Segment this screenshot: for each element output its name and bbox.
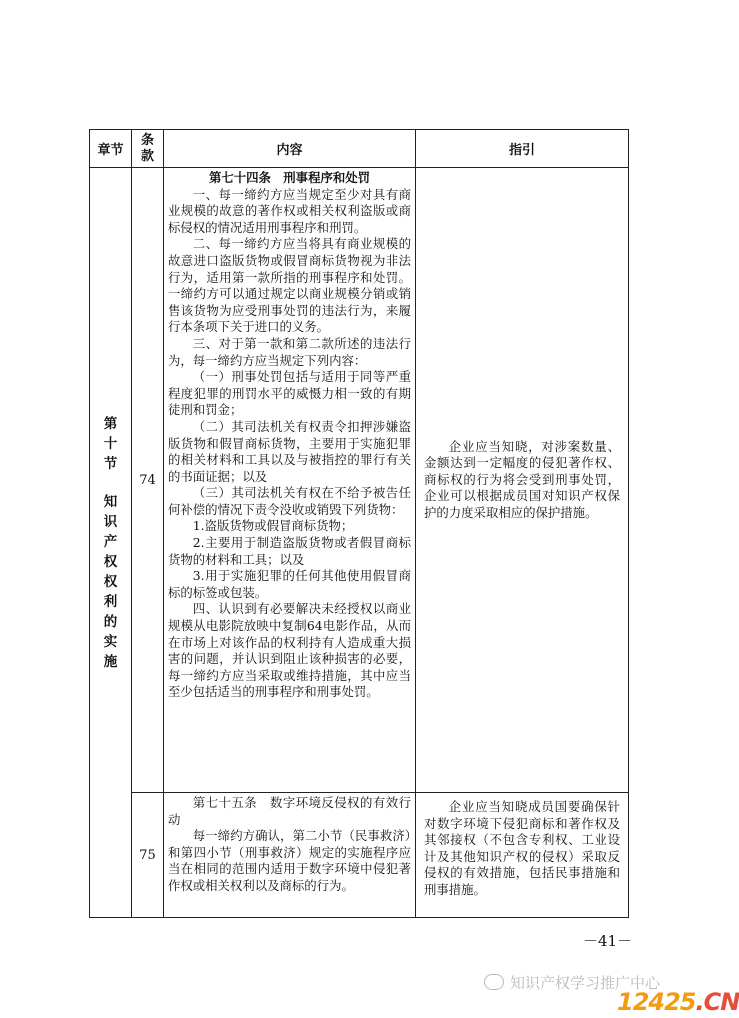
wechat-icon	[484, 974, 504, 990]
chapter-char: 知	[103, 493, 118, 510]
article-paragraph: 每一缔约方确认，第二小节（民事救济）和第四小节（刑事救济）规定的实施程序应当在相同的范围内适用于数字环境中侵犯著作权或相关权利以及商标的行为。	[168, 828, 411, 893]
chapter-char: 实	[103, 633, 118, 650]
article-content	[164, 168, 416, 793]
header-chapter: 章节	[90, 130, 132, 168]
article-paragraph: 1.盗版货物或假冒商标货物；	[192, 518, 354, 534]
header-article: 条款	[132, 130, 164, 168]
header-content: 内容	[164, 130, 416, 168]
article-paragraph: 一、每一缔约方应当规定至少对具有商业规模的故意的著作权或相关权利盗版或商标侵权的情况适用刑事程序和刑罚。	[168, 186, 411, 235]
article-title: 第七十四条 刑事程序和处罚	[208, 170, 371, 185]
page-number: －41－	[583, 932, 633, 950]
chapter-char: 第	[103, 415, 118, 432]
article-paragraph: （二）其司法机关有权责令扣押涉嫌盗版货物和假冒商标货物，主要用于实施犯罪的相关材料和工具以及与被指控的罪行有关的书面证据；以及	[168, 418, 411, 484]
article-title: 第七十五条 数字环境反侵权的有效行动	[168, 795, 411, 827]
chapter-char: 产	[103, 533, 118, 550]
rules-table	[89, 129, 629, 918]
article-number: 74	[132, 168, 164, 793]
chapter-char: 节	[103, 455, 118, 472]
article-paragraph: 四、认识到有必要解决未经授权以商业规模从电影院放映中复制64电影作品，从而在市场上对该作品的权利持有人造成重大损害的问题，并认识到阻止该种损害的必要，每一缔约方应当采取或维持措施，其中应当至少包括适当的刑事程序和刑事处罚。	[168, 601, 411, 700]
chapter-char: 利	[103, 593, 118, 610]
header-row	[90, 130, 629, 168]
article-paragraph: （三）其司法机关有权在不给予被告任何补偿的情况下责令没收或销毁下列货物：	[168, 485, 411, 517]
article-paragraph: 三、对于第一款和第二款所述的违法行为，每一缔约方应当规定下列内容：	[168, 335, 411, 368]
chapter-label	[90, 168, 132, 918]
article-paragraph: （一）刑事处罚包括与适用于同等严重程度犯罪的刑罚水平的威慑力相一致的有期徒刑和罚金；	[168, 369, 411, 418]
article-paragraph: 3.用于实施犯罪的任何其他使用假冒商标的标签或包装。	[168, 568, 411, 600]
watermark: 知识产权学习推广中心	[484, 972, 660, 993]
article-paragraph: 二、每一缔约方应当将具有商业规模的故意进口盗版货物或假冒商标货物视为非法行为，适用第一款所指的刑事程序和处罚。一缔约方可以通过规定以商业规模分销或销售该货物为应受刑事处罚的违法行为，来履行本条项下关于进口的义务。	[168, 236, 411, 335]
article-content	[164, 793, 416, 918]
article-number: 75	[132, 793, 164, 918]
chapter-char: 识	[103, 513, 118, 530]
article-paragraph: 2.主要用于制造盗版货物或者假冒商标货物的材料和工具；以及	[168, 535, 411, 567]
table-row	[90, 793, 629, 918]
chapter-char: 权	[103, 553, 118, 570]
chapter-char: 权	[103, 573, 118, 590]
site-logo: 12425.CN	[617, 988, 739, 1016]
chapter-char: 十	[103, 435, 118, 452]
chapter-char	[90, 474, 131, 492]
guide-text: 企业应当知晓成员国要确保针对数字环境下侵犯商标和著作权及其邻接权（不包含专利权、工业设计及其他知识产权的侵权）采取反侵权的有效措施，包括民事措施和刑事措施。	[416, 793, 629, 918]
header-guide: 指引	[416, 130, 629, 168]
chapter-char: 的	[103, 613, 118, 630]
table-row	[90, 168, 629, 793]
guide-text: 企业应当知晓，对涉案数量、金额达到一定幅度的侵犯著作权、商标权的行为将会受到刑事处罚，企业可以根据成员国对知识产权保护的力度采取相应的保护措施。	[416, 168, 629, 793]
chapter-char: 施	[103, 653, 118, 670]
